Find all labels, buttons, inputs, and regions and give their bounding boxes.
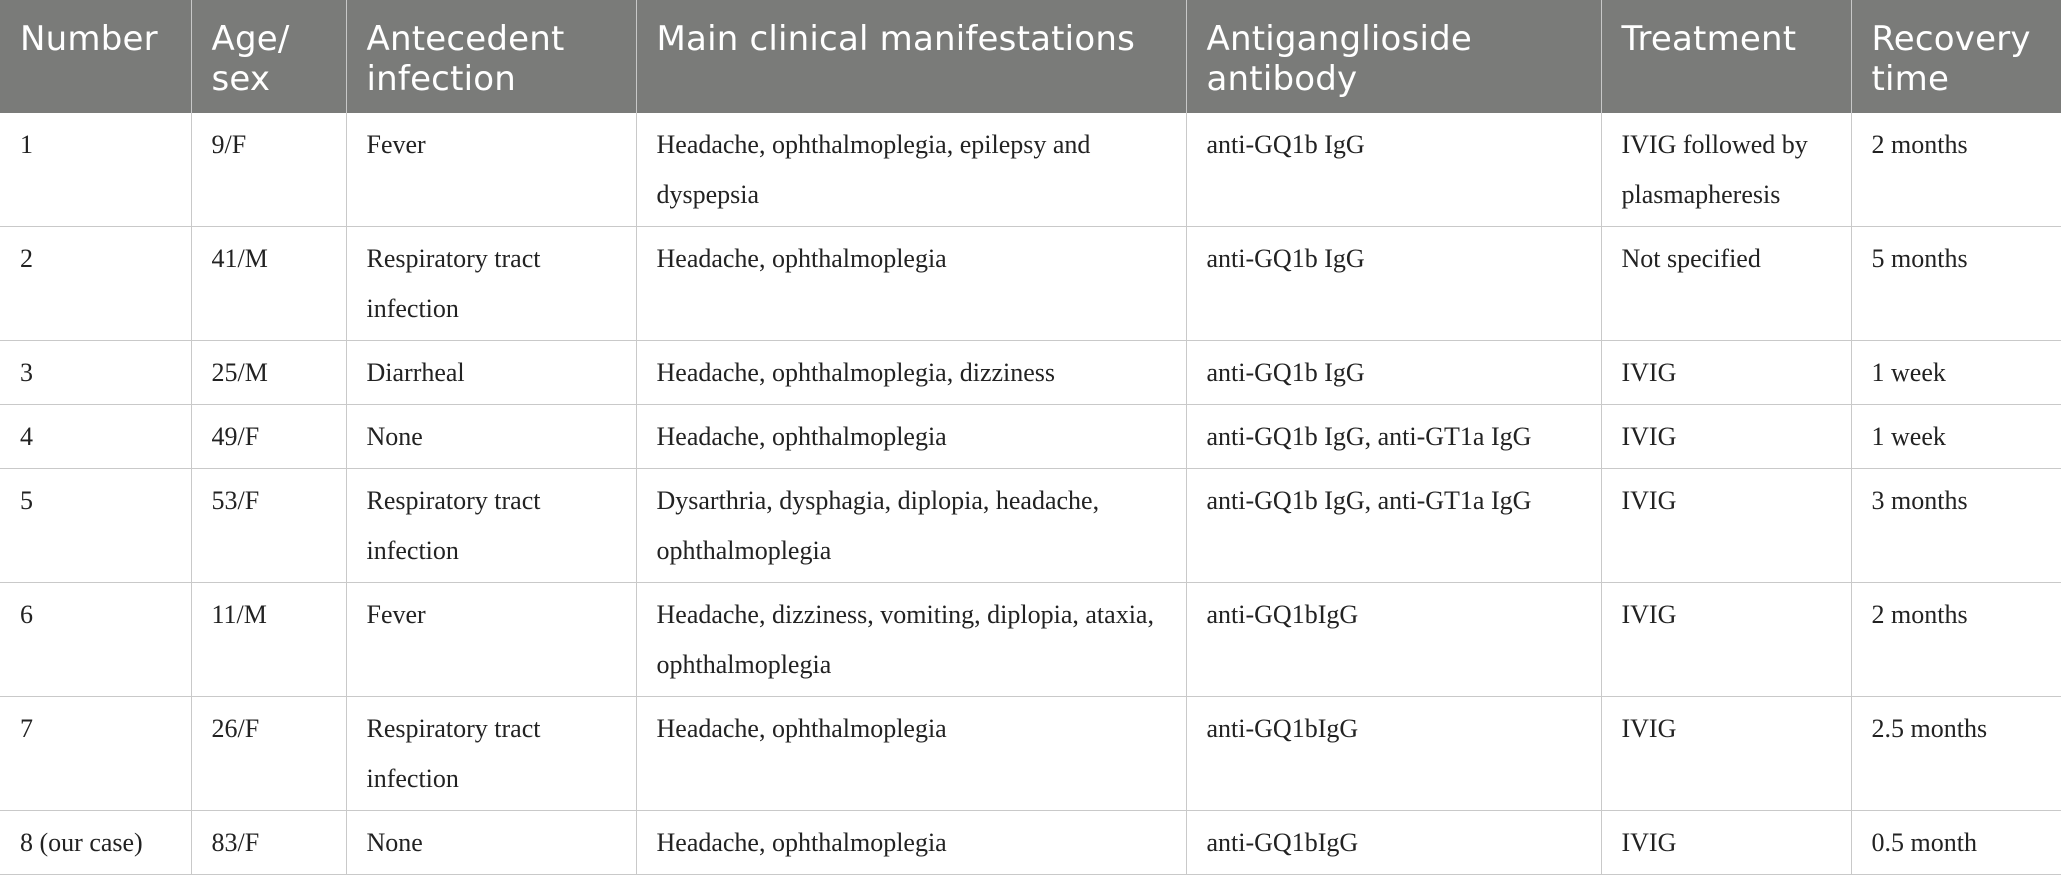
cell-antecedent-infection: Respiratory tract infection [346, 227, 636, 341]
cell-antibody: anti-GQ1b IgG [1186, 227, 1601, 341]
cell-antecedent-infection: Diarrheal [346, 341, 636, 405]
cell-number: 5 [0, 469, 191, 583]
cell-treatment: IVIG [1601, 341, 1851, 405]
cell-age-sex: 26/F [191, 697, 346, 811]
cell-age-sex: 11/M [191, 583, 346, 697]
column-header-antiganglioside-antibody: Antiganglioside antibody [1186, 0, 1601, 113]
cell-antibody: anti-GQ1b IgG [1186, 341, 1601, 405]
cell-antibody: anti-GQ1b IgG, anti-GT1a IgG [1186, 405, 1601, 469]
table-row [0, 811, 2061, 875]
cell-recovery-time: 1 week [1851, 405, 2061, 469]
cell-clinical-manifestations: Headache, ophthalmoplegia [636, 405, 1186, 469]
table-row [0, 341, 2061, 405]
column-header-number: Number [0, 0, 191, 113]
cell-treatment: IVIG [1601, 469, 1851, 583]
cell-number: 4 [0, 405, 191, 469]
cell-clinical-manifestations: Headache, ophthalmoplegia [636, 227, 1186, 341]
cell-clinical-manifestations: Headache, ophthalmoplegia [636, 697, 1186, 811]
cell-number: 8 (our case) [0, 811, 191, 875]
column-header-recovery-time: Recovery time [1851, 0, 2061, 113]
cell-recovery-time: 2.5 months [1851, 697, 2061, 811]
cell-antibody: anti-GQ1bIgG [1186, 583, 1601, 697]
cell-antecedent-infection: Fever [346, 583, 636, 697]
cell-antibody: anti-GQ1bIgG [1186, 811, 1601, 875]
cell-recovery-time: 2 months [1851, 583, 2061, 697]
cell-clinical-manifestations: Headache, ophthalmoplegia, epilepsy and dyspepsia [636, 113, 1186, 227]
cell-recovery-time: 0.5 month [1851, 811, 2061, 875]
cell-antecedent-infection: Respiratory tract infection [346, 697, 636, 811]
cell-antecedent-infection: None [346, 405, 636, 469]
table-row [0, 113, 2061, 227]
table-row [0, 405, 2061, 469]
cell-antibody: anti-GQ1b IgG, anti-GT1a IgG [1186, 469, 1601, 583]
cell-age-sex: 41/M [191, 227, 346, 341]
cell-number: 3 [0, 341, 191, 405]
cell-recovery-time: 1 week [1851, 341, 2061, 405]
table-row [0, 583, 2061, 697]
cell-antibody: anti-GQ1b IgG [1186, 113, 1601, 227]
cell-treatment: IVIG [1601, 811, 1851, 875]
column-header-age-sex: Age/ sex [191, 0, 346, 113]
cell-clinical-manifestations: Headache, ophthalmoplegia, dizziness [636, 341, 1186, 405]
cell-treatment: IVIG [1601, 697, 1851, 811]
cell-number: 2 [0, 227, 191, 341]
cell-age-sex: 9/F [191, 113, 346, 227]
cell-clinical-manifestations: Headache, ophthalmoplegia [636, 811, 1186, 875]
table-header-row [0, 0, 2061, 113]
cell-antibody: anti-GQ1bIgG [1186, 697, 1601, 811]
column-header-clinical-manifestations: Main clinical manifestations [636, 0, 1186, 113]
cell-antecedent-infection: None [346, 811, 636, 875]
cell-recovery-time: 5 months [1851, 227, 2061, 341]
cell-age-sex: 25/M [191, 341, 346, 405]
cell-age-sex: 83/F [191, 811, 346, 875]
cell-age-sex: 49/F [191, 405, 346, 469]
cell-treatment: IVIG [1601, 583, 1851, 697]
cell-antecedent-infection: Respiratory tract infection [346, 469, 636, 583]
cell-age-sex: 53/F [191, 469, 346, 583]
cell-number: 7 [0, 697, 191, 811]
cell-clinical-manifestations: Headache, dizziness, vomiting, diplopia, ataxia, ophthalmoplegia [636, 583, 1186, 697]
cell-recovery-time: 2 months [1851, 113, 2061, 227]
table-row [0, 227, 2061, 341]
cell-number: 1 [0, 113, 191, 227]
table-row [0, 697, 2061, 811]
column-header-treatment: Treatment [1601, 0, 1851, 113]
table-row [0, 469, 2061, 583]
cell-clinical-manifestations: Dysarthria, dysphagia, diplopia, headache, ophthalmoplegia [636, 469, 1186, 583]
cell-treatment: IVIG followed by plasmapheresis [1601, 113, 1851, 227]
cell-treatment: Not specified [1601, 227, 1851, 341]
cell-antecedent-infection: Fever [346, 113, 636, 227]
cell-treatment: IVIG [1601, 405, 1851, 469]
cell-recovery-time: 3 months [1851, 469, 2061, 583]
cell-number: 6 [0, 583, 191, 697]
column-header-antecedent-infection: Antecedent infection [346, 0, 636, 113]
